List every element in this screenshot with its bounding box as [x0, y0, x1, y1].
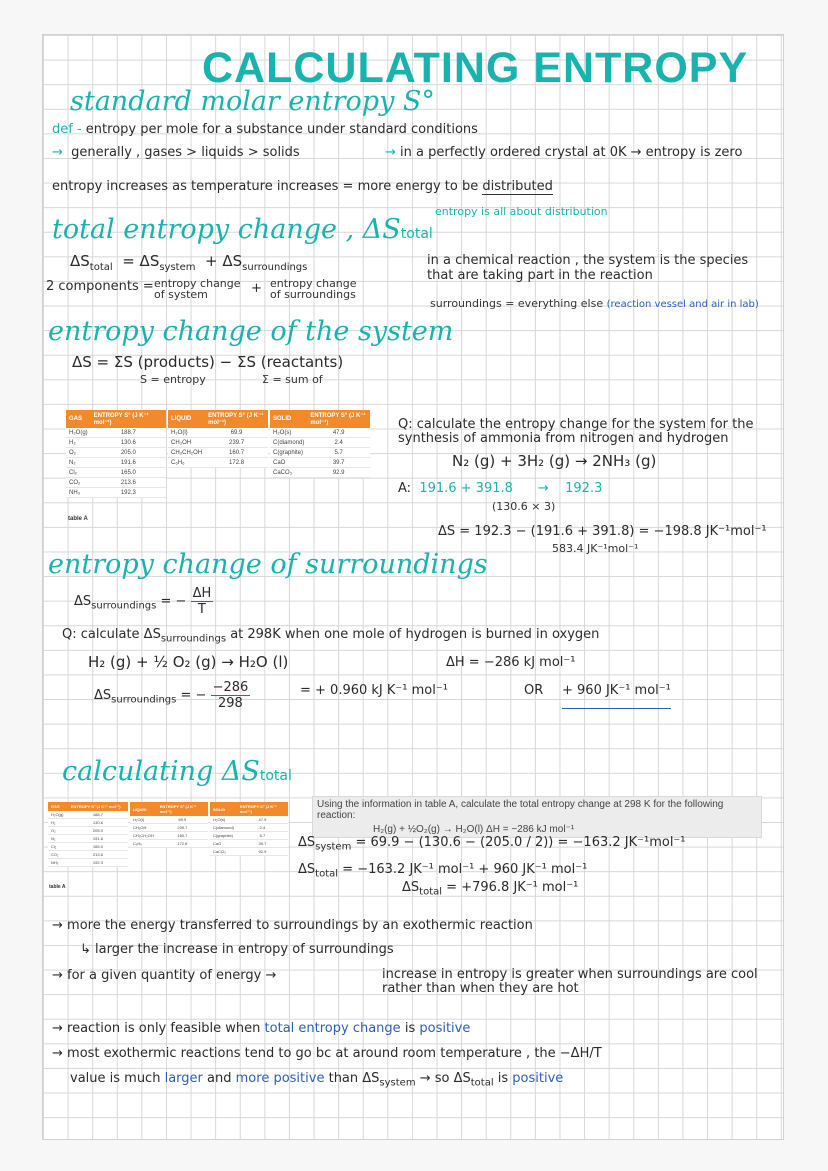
- table-row: [48, 851, 128, 859]
- total-entropy-equation: $\Delta S_{total} = \Delta S_{system} + \Delta S_{surroundings}$: [70, 252, 308, 273]
- table-solid: SOLID ENTROPY S° (J K⁻¹ mol⁻¹) H₂O(s) 47.9 C(diamond) 2.4 C(graphite) 5.7 CaO 39.7 CaCO₃ 92.9: [270, 410, 370, 478]
- substance-cell: C(diamond): [210, 824, 237, 832]
- entropy-cell: 192.3: [91, 488, 166, 498]
- substance-cell: C(graphite): [270, 448, 307, 458]
- substance-cell: H₂: [48, 819, 68, 827]
- crystal-line: → in a perfectly ordered crystal at 0K → entropy is zero: [385, 145, 743, 160]
- table-row: [168, 428, 268, 438]
- temperature-line: entropy increases as temperature increases = more energy to be distributed: [52, 179, 553, 194]
- table-row: [270, 468, 370, 478]
- substance-cell: CaO: [210, 840, 237, 848]
- entropy-cell: 188.7: [68, 811, 128, 819]
- table-row: [48, 819, 128, 827]
- substance-cell: CO₂: [66, 478, 91, 488]
- answer-delta-sub: 583.4 JK⁻¹mol⁻¹: [552, 542, 639, 555]
- substance-cell: H₂O(g): [48, 811, 68, 819]
- entropy-cell: 165.0: [91, 468, 166, 478]
- entropy-cell: 213.6: [91, 478, 166, 488]
- system-note: in a chemical reaction , the system is the species that are taking part in the reaction: [427, 253, 749, 283]
- entropy-cell: 5.7: [237, 832, 288, 840]
- note-feasible: → reaction is only feasible when total entropy change is positive: [52, 1021, 471, 1036]
- surroundings-calculation: $\Delta S_{surroundings}$ = − $\frac{-286}{298}$: [94, 680, 249, 711]
- heading-entropy-change-system: entropy change of the system: [48, 316, 454, 347]
- hydrogen-reaction: H₂ (g) + ½ O₂ (g) → H₂O (l): [88, 653, 289, 671]
- entropy-cell: 160.7: [157, 832, 208, 840]
- entropy-cell: 5.7: [307, 448, 370, 458]
- ammonia-reaction: N₂ (g) + 3H₂ (g) → 2NH₃ (g): [452, 452, 657, 470]
- entropy-cell: 69.9: [205, 428, 268, 438]
- table-row: [270, 448, 370, 458]
- note-cool-surroundings: increase in entropy is greater when surroundings are cool rather than when they are hot: [382, 967, 758, 996]
- answer-delta: ΔS = 192.3 − (191.6 + 391.8) = −198.8 JK⁻¹mol⁻¹: [438, 524, 767, 539]
- table-row: [210, 824, 288, 832]
- question-hydrogen: Q: calculate $\Delta S_{surroundings}$ at 298K when one mole of hydrogen is burned in oxygen: [62, 627, 600, 645]
- entropy-cell: 191.6: [91, 458, 166, 468]
- entropy-cell: 172.8: [157, 840, 208, 848]
- table-gas: GAS ENTROPY S° (J K⁻¹ mol⁻¹) H₂O(g) 188.7 H₂ 130.6 O₂ 205.0 N₂ 191.6 Cl₂ 165.0 CO₂ 213.6 NH₃ 192.3: [66, 410, 166, 498]
- table-caption-small: table A: [49, 884, 66, 890]
- s-note: S = entropy: [140, 373, 206, 386]
- entropy-cell: 92.9: [307, 468, 370, 478]
- note-larger-increase: ↳ larger the increase in entropy of surroundings: [80, 942, 394, 957]
- system-entropy-equation: ΔS = ΣS (products) − ΣS (reactants): [72, 353, 344, 371]
- table-liquid: LIQUID ENTROPY S° (J K⁻¹ mol⁻¹) H₂O(l) 69.9 CH₃OH 239.7 CH₃CH₂OH 160.7 C₆H₆ 172.8: [168, 410, 268, 468]
- substance-cell: CaCO₃: [210, 848, 237, 856]
- table-caption: table A: [68, 516, 88, 522]
- table-row: [270, 438, 370, 448]
- entropy-cell: 172.8: [205, 458, 268, 468]
- substance-cell: CaO: [270, 458, 307, 468]
- table-row: [48, 843, 128, 851]
- substance-cell: H₂O(g): [66, 428, 91, 438]
- substance-cell: H₂O(s): [270, 428, 307, 438]
- entropy-cell: 2.4: [307, 438, 370, 448]
- substance-cell: H₂O(l): [130, 816, 157, 824]
- table-row: [66, 458, 166, 468]
- note-larger-positive: value is much larger and more positive than $\Delta S_{system}$ → so $\Delta S_{total}$ is positive: [70, 1071, 564, 1089]
- heading-calculating-total: calculating ΔStotal: [62, 756, 292, 787]
- entropy-cell: 205.0: [91, 448, 166, 458]
- table-row: [48, 827, 128, 835]
- entropy-cell: 130.6: [91, 438, 166, 448]
- arrow-icon: →: [385, 145, 396, 160]
- table-row: [66, 428, 166, 438]
- page-title: CALCULATING ENTROPY: [202, 44, 749, 92]
- answer-note: (130.6 × 3): [492, 500, 556, 513]
- substance-cell: NH₃: [66, 488, 91, 498]
- entropy-cell: 213.6: [68, 851, 128, 859]
- total-question-reaction: H₂(g) + ½O₂(g) → H₂O(l) ΔH = −286 kJ mol⁻¹: [373, 824, 575, 835]
- note-given-quantity: → for a given quantity of energy →: [52, 968, 277, 983]
- substance-cell: H₂O(l): [168, 428, 205, 438]
- entropy-cell: 191.6: [68, 835, 128, 843]
- entropy-cell: 39.7: [307, 458, 370, 468]
- substance-cell: N₂: [48, 835, 68, 843]
- substance-cell: Cl₂: [48, 843, 68, 851]
- entropy-cell: 69.9: [157, 816, 208, 824]
- table-row: [66, 488, 166, 498]
- total-question-text: Using the information in table A, calculate the total entropy change at 298 K for the following reaction:: [317, 799, 724, 821]
- question-ammonia: Q: calculate the entropy change for the system for the synthesis of ammonia from nitrogen and hydrogen: [398, 417, 754, 446]
- heading-entropy-change-surroundings: entropy change of surroundings: [48, 549, 488, 580]
- table-row: [168, 458, 268, 468]
- substance-cell: CaCO₃: [270, 468, 307, 478]
- total-result: $\Delta S_{total} = +796.8$ JK⁻¹ mol⁻¹: [402, 880, 579, 898]
- surroundings-result: = + 0.960 kJ K⁻¹ mol⁻¹: [300, 683, 448, 698]
- substance-cell: CH₃OH: [168, 438, 205, 448]
- entropy-cell: 205.0: [68, 827, 128, 835]
- table-row: [130, 832, 208, 840]
- substance-cell: CH₃CH₂OH: [130, 832, 157, 840]
- entropy-cell: 39.7: [237, 840, 288, 848]
- enthalpy-value: ΔH = −286 kJ mol⁻¹: [446, 655, 576, 670]
- heading-total-entropy-change: total entropy change , ΔStotal: [52, 214, 433, 245]
- arrow-icon: →: [52, 145, 63, 160]
- entropy-cell: 47.9: [237, 816, 288, 824]
- component-plus: +: [251, 281, 262, 296]
- substance-cell: C₆H₆: [168, 458, 205, 468]
- substance-cell: CH₃OH: [130, 824, 157, 832]
- generally-line: → generally , gases > liquids > solids: [52, 145, 300, 160]
- substance-cell: N₂: [66, 458, 91, 468]
- substance-cell: C(graphite): [210, 832, 237, 840]
- table-row: [210, 840, 288, 848]
- substance-cell: H₂O(s): [210, 816, 237, 824]
- entropy-cell: 192.3: [68, 859, 128, 867]
- substance-cell: C₆H₆: [130, 840, 157, 848]
- total-question-box: [312, 796, 762, 838]
- table-row: [66, 468, 166, 478]
- table-row: [66, 448, 166, 458]
- substance-cell: H₂: [66, 438, 91, 448]
- table-row: [270, 458, 370, 468]
- table-row: [130, 824, 208, 832]
- note-exothermic: → most exothermic reactions tend to go bc at around room temperature , the −ΔH/T: [52, 1046, 602, 1061]
- entropy-cell: 2.4: [237, 824, 288, 832]
- substance-cell: Cl₂: [66, 468, 91, 478]
- table-liquid-small: LIQUID ENTROPY S° (J K⁻¹ mol⁻¹) H₂O(l) 69.9 CH₃OH 239.7 CH₃CH₂OH 160.7 C₆H₆ 172.8: [130, 802, 208, 848]
- entropy-cell: 92.9: [237, 848, 288, 856]
- entropy-cell: 160.7: [205, 448, 268, 458]
- table-row: [210, 816, 288, 824]
- table-row: [66, 438, 166, 448]
- surroundings-equation: $\Delta S_{surroundings}$ = − $\frac{\Delta H}{T}$: [74, 586, 212, 617]
- table-row: [130, 816, 208, 824]
- components-label: 2 components =: [46, 279, 154, 294]
- entropy-cell: 165.0: [68, 843, 128, 851]
- entropy-cell: 130.6: [68, 819, 128, 827]
- component-system: entropy change of system: [154, 277, 241, 301]
- substance-cell: CH₃CH₂OH: [168, 448, 205, 458]
- table-row: [48, 811, 128, 819]
- substance-cell: O₂: [66, 448, 91, 458]
- table-row: [168, 448, 268, 458]
- distribution-note: entropy is all about distribution: [435, 205, 608, 218]
- table-solid-small: SOLID ENTROPY S° (J K⁻¹ mol⁻¹) H₂O(s) 47.9 C(diamond) 2.4 C(graphite) 5.7 CaO 39.7 CaCO₃ 92.9: [210, 802, 288, 856]
- entropy-cell: 239.7: [157, 824, 208, 832]
- table-row: [48, 859, 128, 867]
- surroundings-line: surroundings = everything else (reaction vessel and air in lab): [430, 297, 759, 310]
- substance-cell: CO₂: [48, 851, 68, 859]
- entropy-cell: 47.9: [307, 428, 370, 438]
- surroundings-alt-result: + 960 JK⁻¹ mol⁻¹: [562, 683, 671, 709]
- table-row: [66, 478, 166, 488]
- note-energy-transferred: → more the energy transferred to surroundings by an exothermic reaction: [52, 918, 533, 933]
- substance-cell: NH₃: [48, 859, 68, 867]
- sigma-note: Σ = sum of: [262, 373, 323, 386]
- or-label: OR: [524, 683, 544, 698]
- component-surroundings: entropy change of surroundings: [270, 277, 357, 301]
- table-row: [210, 832, 288, 840]
- table-row: [130, 840, 208, 848]
- entropy-cell: 188.7: [91, 428, 166, 438]
- substance-cell: O₂: [48, 827, 68, 835]
- table-row: [270, 428, 370, 438]
- table-row: [210, 848, 288, 856]
- table-gas-small: GAS ENTROPY S° (J K⁻¹ mol⁻¹) H₂O(g) 188.7 H₂ 130.6 O₂ 205.0 N₂ 191.6 Cl₂ 165.0 CO₂ 213.6 NH₃ 192.3: [48, 802, 128, 867]
- table-row: [168, 438, 268, 448]
- system-calculation: $\Delta S_{system} = 69.9 - (130.6 - (205.0 / 2)) = -163.2$ JK⁻¹mol⁻¹: [298, 835, 686, 853]
- substance-cell: C(diamond): [270, 438, 307, 448]
- entropy-cell: 239.7: [205, 438, 268, 448]
- table-row: [48, 835, 128, 843]
- total-calculation: $\Delta S_{total} = -163.2$ JK⁻¹ mol⁻¹ + 960 JK⁻¹ mol⁻¹: [298, 862, 588, 880]
- heading-standard-molar-entropy: standard molar entropy S°: [70, 86, 435, 117]
- answer-line: A: 191.6 + 391.8 → 192.3: [398, 481, 603, 496]
- definition: def - entropy per mole for a substance under standard conditions: [52, 122, 478, 137]
